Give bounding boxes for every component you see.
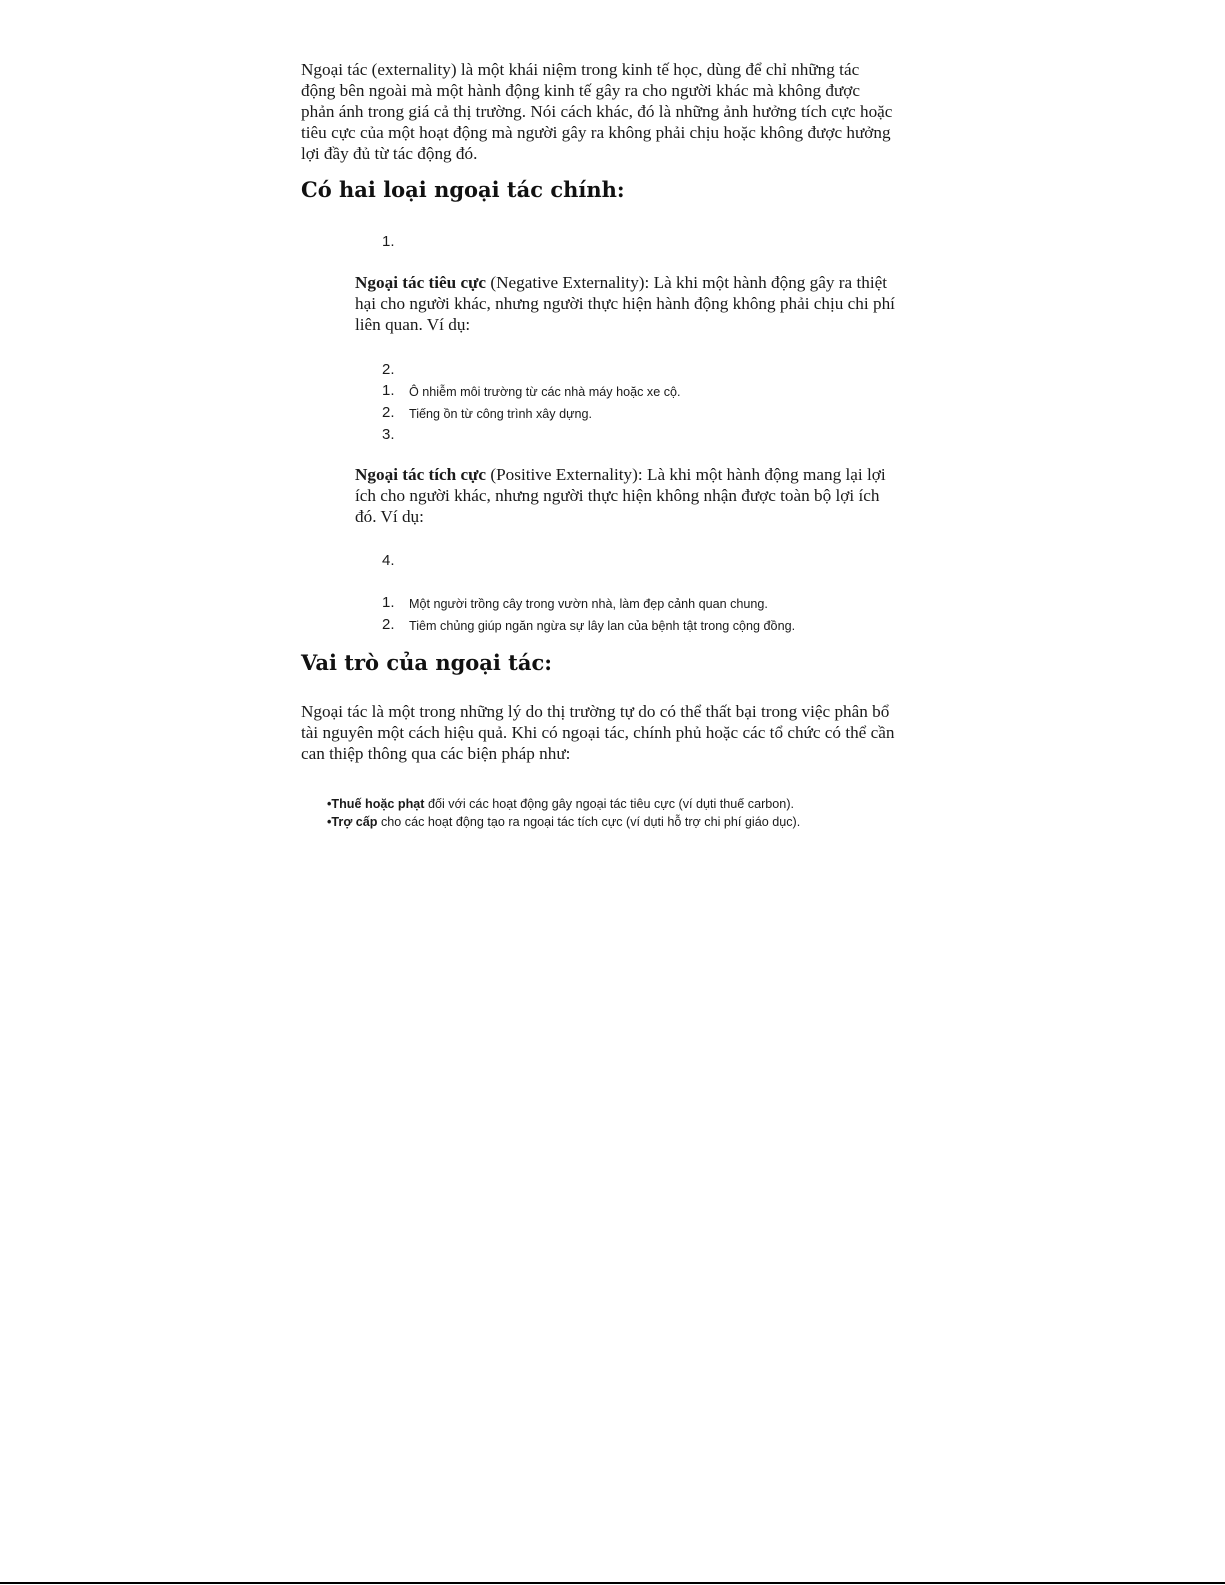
example-number: 2.: [382, 404, 395, 421]
example-number: 1.: [382, 382, 395, 399]
positive-externality-line: ích cho người khác, nhưng người thực hiện không nhận được toàn bộ lợi ích: [355, 486, 880, 505]
negative-externality-line: liên quan. Ví dụ:: [355, 315, 471, 334]
role-line: can thiệp thông qua các biện pháp như:: [301, 744, 571, 763]
role-line: Ngoại tác là một trong những lý do thị trường tự do có thể thất bại trong việc phân bổ: [301, 702, 890, 721]
example-text: Tiếng ồn từ công trình xây dựng.: [409, 407, 593, 421]
list-number: 3.: [382, 426, 395, 443]
intro-line: Ngoại tác (externality) là một khái niệm trong kinh tế học, dùng để chỉ những tác: [301, 60, 860, 79]
role-paragraph: [301, 701, 941, 764]
intro-line: lợi đầy đủ từ tác động đó.: [301, 144, 478, 163]
role-line: tài nguyên một cách hiệu quả. Khi có ngoại tác, chính phủ hoặc các tổ chức có thể cần: [301, 723, 895, 742]
intro-line: phản ánh trong giá cả thị trường. Nói cách khác, đó là những ảnh hưởng tích cực hoặc: [301, 102, 893, 121]
negative-externality-line: hại cho người khác, nhưng người thực hiện hành động không phải chịu chi phí: [355, 294, 895, 313]
bullet-item: [327, 813, 800, 831]
positive-externality-term: Ngoại tác tích cực: [355, 465, 487, 484]
intro-line: tiêu cực của một hoạt động mà người gây ra không phải chịu hoặc không được hưởng: [301, 123, 891, 142]
bullet-marker: •: [327, 797, 332, 811]
example-text: Tiêm chủng giúp ngăn ngừa sự lây lan của bệnh tật trong cộng đồng.: [409, 619, 796, 633]
bullet-item: [327, 795, 794, 813]
list-number: 2.: [382, 361, 395, 378]
list-number: 1.: [382, 233, 395, 250]
negative-externality-line: (Negative Externality): Là khi một hành động gây ra thiệt: [486, 273, 887, 292]
example-text: Một người trồng cây trong vườn nhà, làm đẹp cảnh quan chung.: [409, 597, 768, 611]
intro-paragraph: [301, 59, 941, 164]
section-heading-role: Vai trò của ngoại tác:: [301, 650, 553, 675]
bullet-text: cho các hoạt động tạo ra ngoại tác tích cực (ví dụti hỗ trợ chi phí giáo dục).: [377, 815, 801, 829]
positive-externality-paragraph: [355, 464, 945, 527]
bullet-bold-term: Thuế hoặc phạt: [331, 797, 425, 811]
positive-externality-line: đó. Ví dụ:: [355, 507, 424, 526]
bullet-text: đối với các hoạt động gây ngoại tác tiêu cực (ví dụti thuế carbon).: [424, 797, 795, 811]
bullet-bold-term: Trợ cấp: [331, 815, 378, 829]
positive-externality-line: (Positive Externality): Là khi một hành động mang lại lợi: [486, 465, 886, 484]
negative-externality-term: Ngoại tác tiêu cực: [355, 273, 487, 292]
example-number: 1.: [382, 594, 395, 611]
example-text: Ô nhiễm môi trường từ các nhà máy hoặc xe cộ.: [409, 385, 681, 399]
list-number: 4.: [382, 552, 395, 569]
example-number: 2.: [382, 616, 395, 633]
negative-externality-paragraph: [355, 272, 945, 335]
bullet-marker: •: [327, 815, 332, 829]
section-heading-types: Có hai loại ngoại tác chính:: [301, 177, 625, 202]
page-bottom-border: [0, 1582, 1225, 1584]
intro-line: động bên ngoài mà một hành động kinh tế gây ra cho người khác mà không được: [301, 81, 860, 100]
